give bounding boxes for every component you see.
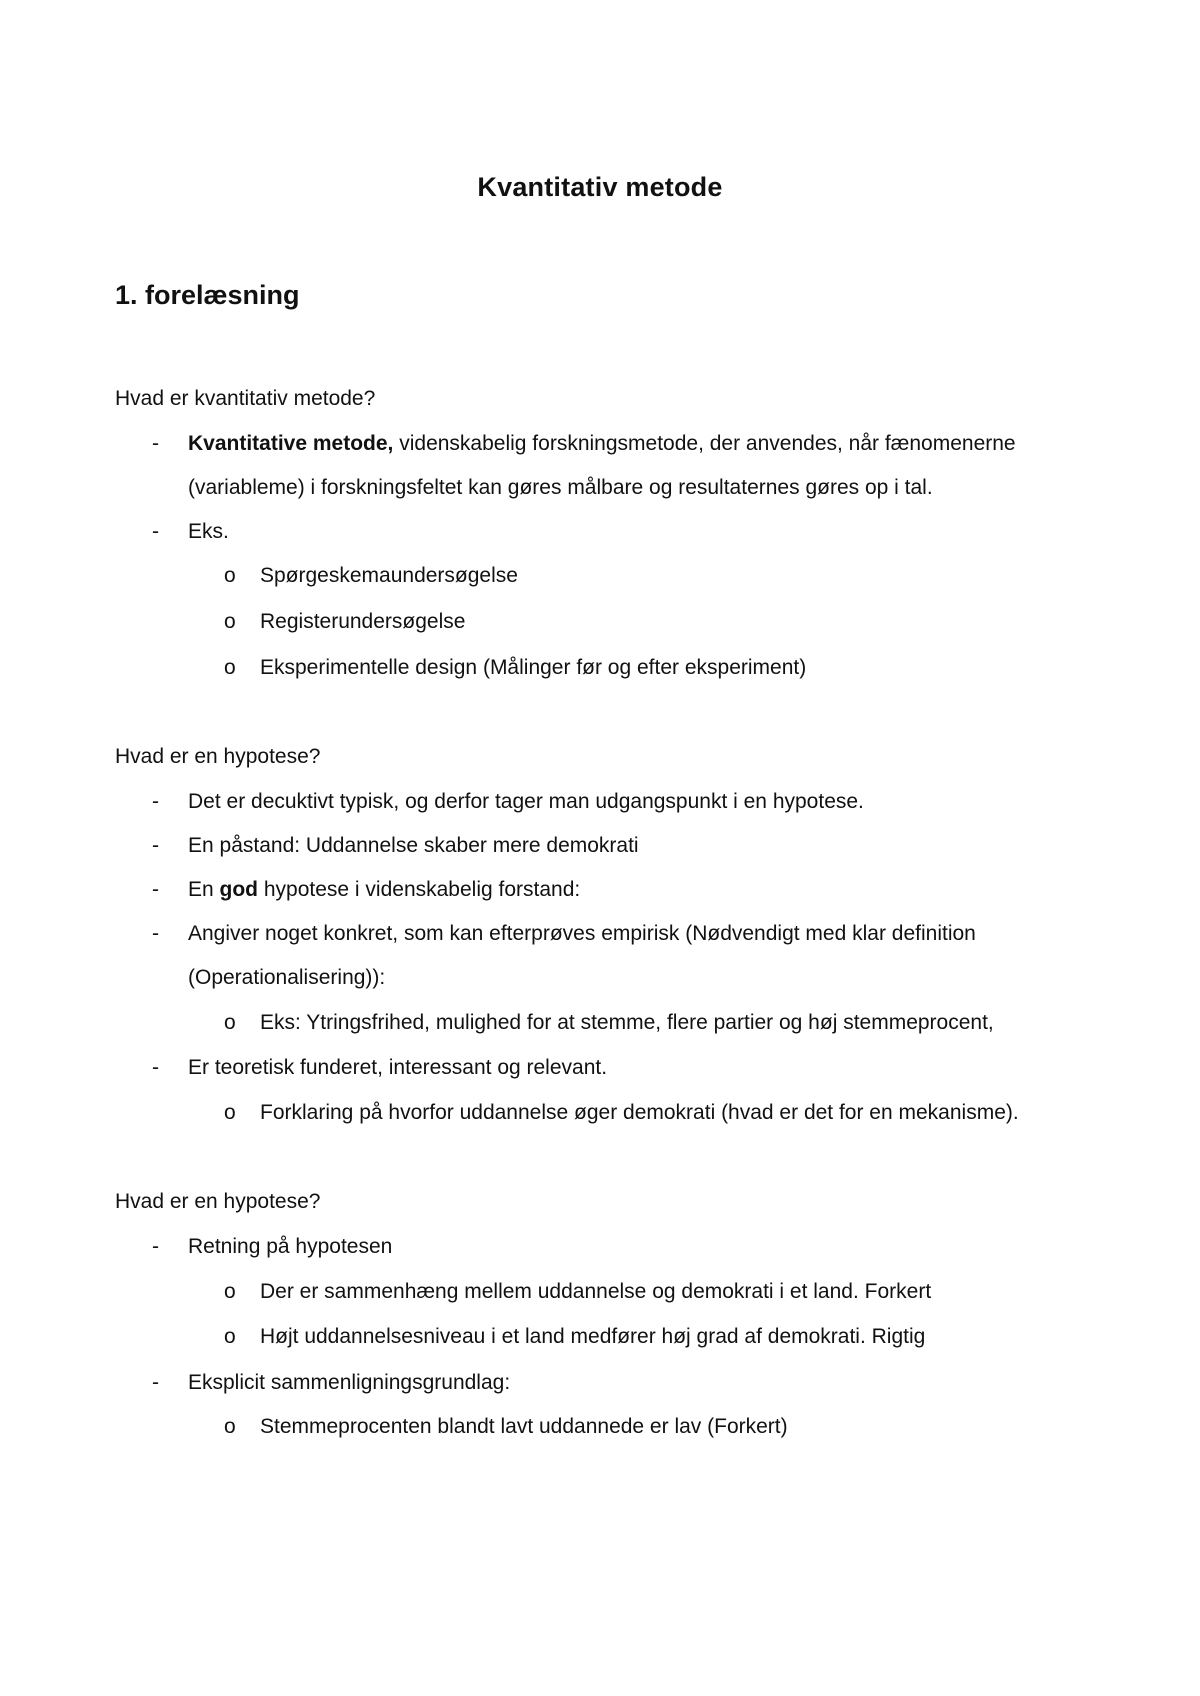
dash-marker: - bbox=[152, 1371, 159, 1394]
page-title: Kvantitativ metode bbox=[477, 172, 723, 202]
sub-item: Registerundersøgelse bbox=[260, 610, 466, 633]
lecture-heading: 1. forelæsning bbox=[115, 280, 300, 310]
list-item-continuation: (variableme) i forskningsfeltet kan gøres målbare og resultaternes gøres op i tal. bbox=[188, 476, 933, 499]
section-question: Hvad er kvantitativ metode? bbox=[115, 387, 376, 410]
bold-term: god bbox=[219, 878, 259, 901]
bold-term: Kvantitative metode, bbox=[188, 432, 394, 455]
circle-marker: o bbox=[224, 1101, 236, 1124]
sub-item: Spørgeskemaundersøgelse bbox=[260, 564, 518, 587]
circle-marker: o bbox=[224, 656, 236, 679]
list-item-continuation: (Operationalisering)): bbox=[188, 966, 386, 989]
list-item: Eks. bbox=[188, 520, 229, 543]
circle-marker: o bbox=[224, 1280, 236, 1303]
circle-marker: o bbox=[224, 610, 236, 633]
sub-item: Højt uddannelsesniveau i et land medfører høj grad af demokrati. Rigtig bbox=[260, 1325, 926, 1348]
sub-item: Stemmeprocenten blandt lavt uddannede er lav (Forkert) bbox=[260, 1415, 788, 1438]
list-item: Retning på hypotesen bbox=[188, 1235, 393, 1258]
dash-marker: - bbox=[152, 432, 159, 455]
sub-item: Der er sammenhæng mellem uddannelse og demokrati i et land. Forkert bbox=[260, 1280, 932, 1303]
circle-marker: o bbox=[224, 564, 236, 587]
dash-marker: - bbox=[152, 1056, 159, 1079]
list-item: En påstand: Uddannelse skaber mere demokrati bbox=[188, 834, 639, 857]
circle-marker: o bbox=[224, 1011, 236, 1034]
dash-marker: - bbox=[152, 878, 159, 901]
circle-marker: o bbox=[224, 1325, 236, 1348]
dash-marker: - bbox=[152, 834, 159, 857]
item-prefix: En bbox=[188, 878, 220, 901]
item-text: hypotese i videnskabelig forstand: bbox=[258, 878, 581, 901]
dash-marker: - bbox=[152, 790, 159, 813]
list-item bbox=[188, 877, 580, 903]
list-item bbox=[188, 431, 1016, 457]
circle-marker: o bbox=[224, 1415, 236, 1438]
list-item: Det er decuktivt typisk, og derfor tager man udgangspunkt i en hypotese. bbox=[188, 790, 864, 813]
list-item: Eksplicit sammenligningsgrundlag: bbox=[188, 1371, 511, 1394]
sub-item: Eks: Ytringsfrihed, mulighed for at stemme, flere partier og høj stemmeprocent, bbox=[260, 1011, 994, 1034]
sub-item: Eksperimentelle design (Målinger før og efter eksperiment) bbox=[260, 656, 807, 679]
dash-marker: - bbox=[152, 520, 159, 543]
list-item: Angiver noget konkret, som kan efterprøves empirisk (Nødvendigt med klar definition bbox=[188, 922, 976, 945]
dash-marker: - bbox=[152, 922, 159, 945]
item-text: videnskabelig forskningsmetode, der anvendes, når fænomenerne bbox=[393, 432, 1016, 455]
section-question: Hvad er en hypotese? bbox=[115, 745, 321, 768]
sub-item: Forklaring på hvorfor uddannelse øger demokrati (hvad er det for en mekanisme). bbox=[260, 1101, 1019, 1124]
list-item: Er teoretisk funderet, interessant og relevant. bbox=[188, 1056, 608, 1079]
dash-marker: - bbox=[152, 1235, 159, 1258]
section-question: Hvad er en hypotese? bbox=[115, 1190, 321, 1213]
